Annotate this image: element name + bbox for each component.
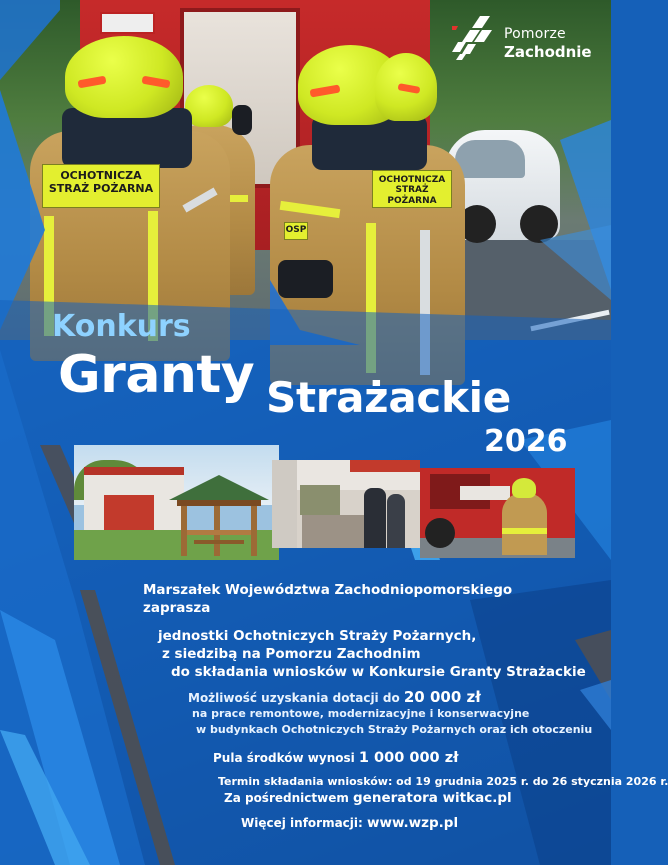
pool-prefix: Pula środków wynosi <box>213 751 359 765</box>
target-line-1: jednostki Ochotniczych Straży Pożarnych, <box>158 628 477 644</box>
target-line-3: do składania wniosków w Konkursie Granty Strażackie <box>171 664 586 680</box>
grant-amount: 20 000 zł <box>403 688 481 706</box>
more-info-line <box>241 815 458 831</box>
invite-line-2: zaprasza <box>143 600 211 616</box>
title-strazackie: Strażackie <box>266 373 511 422</box>
title-konkurs: Konkurs <box>52 309 191 344</box>
title-granty: Granty <box>58 345 255 405</box>
invite-line-1: Marszałek Województwa Zachodniopomorskiego <box>143 582 513 598</box>
pomorze-zachodnie-logo-icon <box>452 14 496 60</box>
pomorze-zachodnie-logo <box>452 12 602 67</box>
grant-line-2: na prace remontowe, modernizacyjne i konserwacyjne <box>192 707 530 720</box>
patch-osp: OSP <box>284 222 308 240</box>
target-line-2: z siedzibą na Pomorzu Zachodnim <box>162 646 421 662</box>
pool-amount: 1 000 000 zł <box>358 750 459 766</box>
title-year: 2026 <box>484 424 568 459</box>
photo-gazebo <box>74 445 279 560</box>
logo-text-zachodnie: Zachodnie <box>504 43 592 61</box>
via-line <box>224 790 512 806</box>
via-generator-link[interactable]: generatora witkac.pl <box>353 790 512 806</box>
more-info-url[interactable]: www.wzp.pl <box>367 815 459 831</box>
via-prefix: Za pośrednictwem <box>224 791 354 805</box>
patch-ochotnicza-straz-pozarna-right: OCHOTNICZA STRAŻ POŻARNA <box>372 170 452 208</box>
more-prefix: Więcej informacji: <box>241 816 367 830</box>
photo-fire-station <box>420 468 575 558</box>
grant-line-1 <box>188 688 481 706</box>
grant-line-3: w budynkach Ochotniczych Straży Pożarnych oraz ich otoczeniu <box>196 723 593 736</box>
pool-line <box>213 750 459 766</box>
patch-ochotnicza-straz-pozarna: OCHOTNICZA STRAŻ POŻARNA <box>42 164 160 208</box>
photo-renovation <box>272 460 420 548</box>
deadline-line: Termin składania wniosków: od 19 grudnia 2025 r. do 26 stycznia 2026 r. <box>218 775 668 788</box>
grant-prefix: Możliwość uzyskania dotacji do <box>188 691 404 705</box>
logo-text-pomorze: Pomorze <box>504 26 566 42</box>
